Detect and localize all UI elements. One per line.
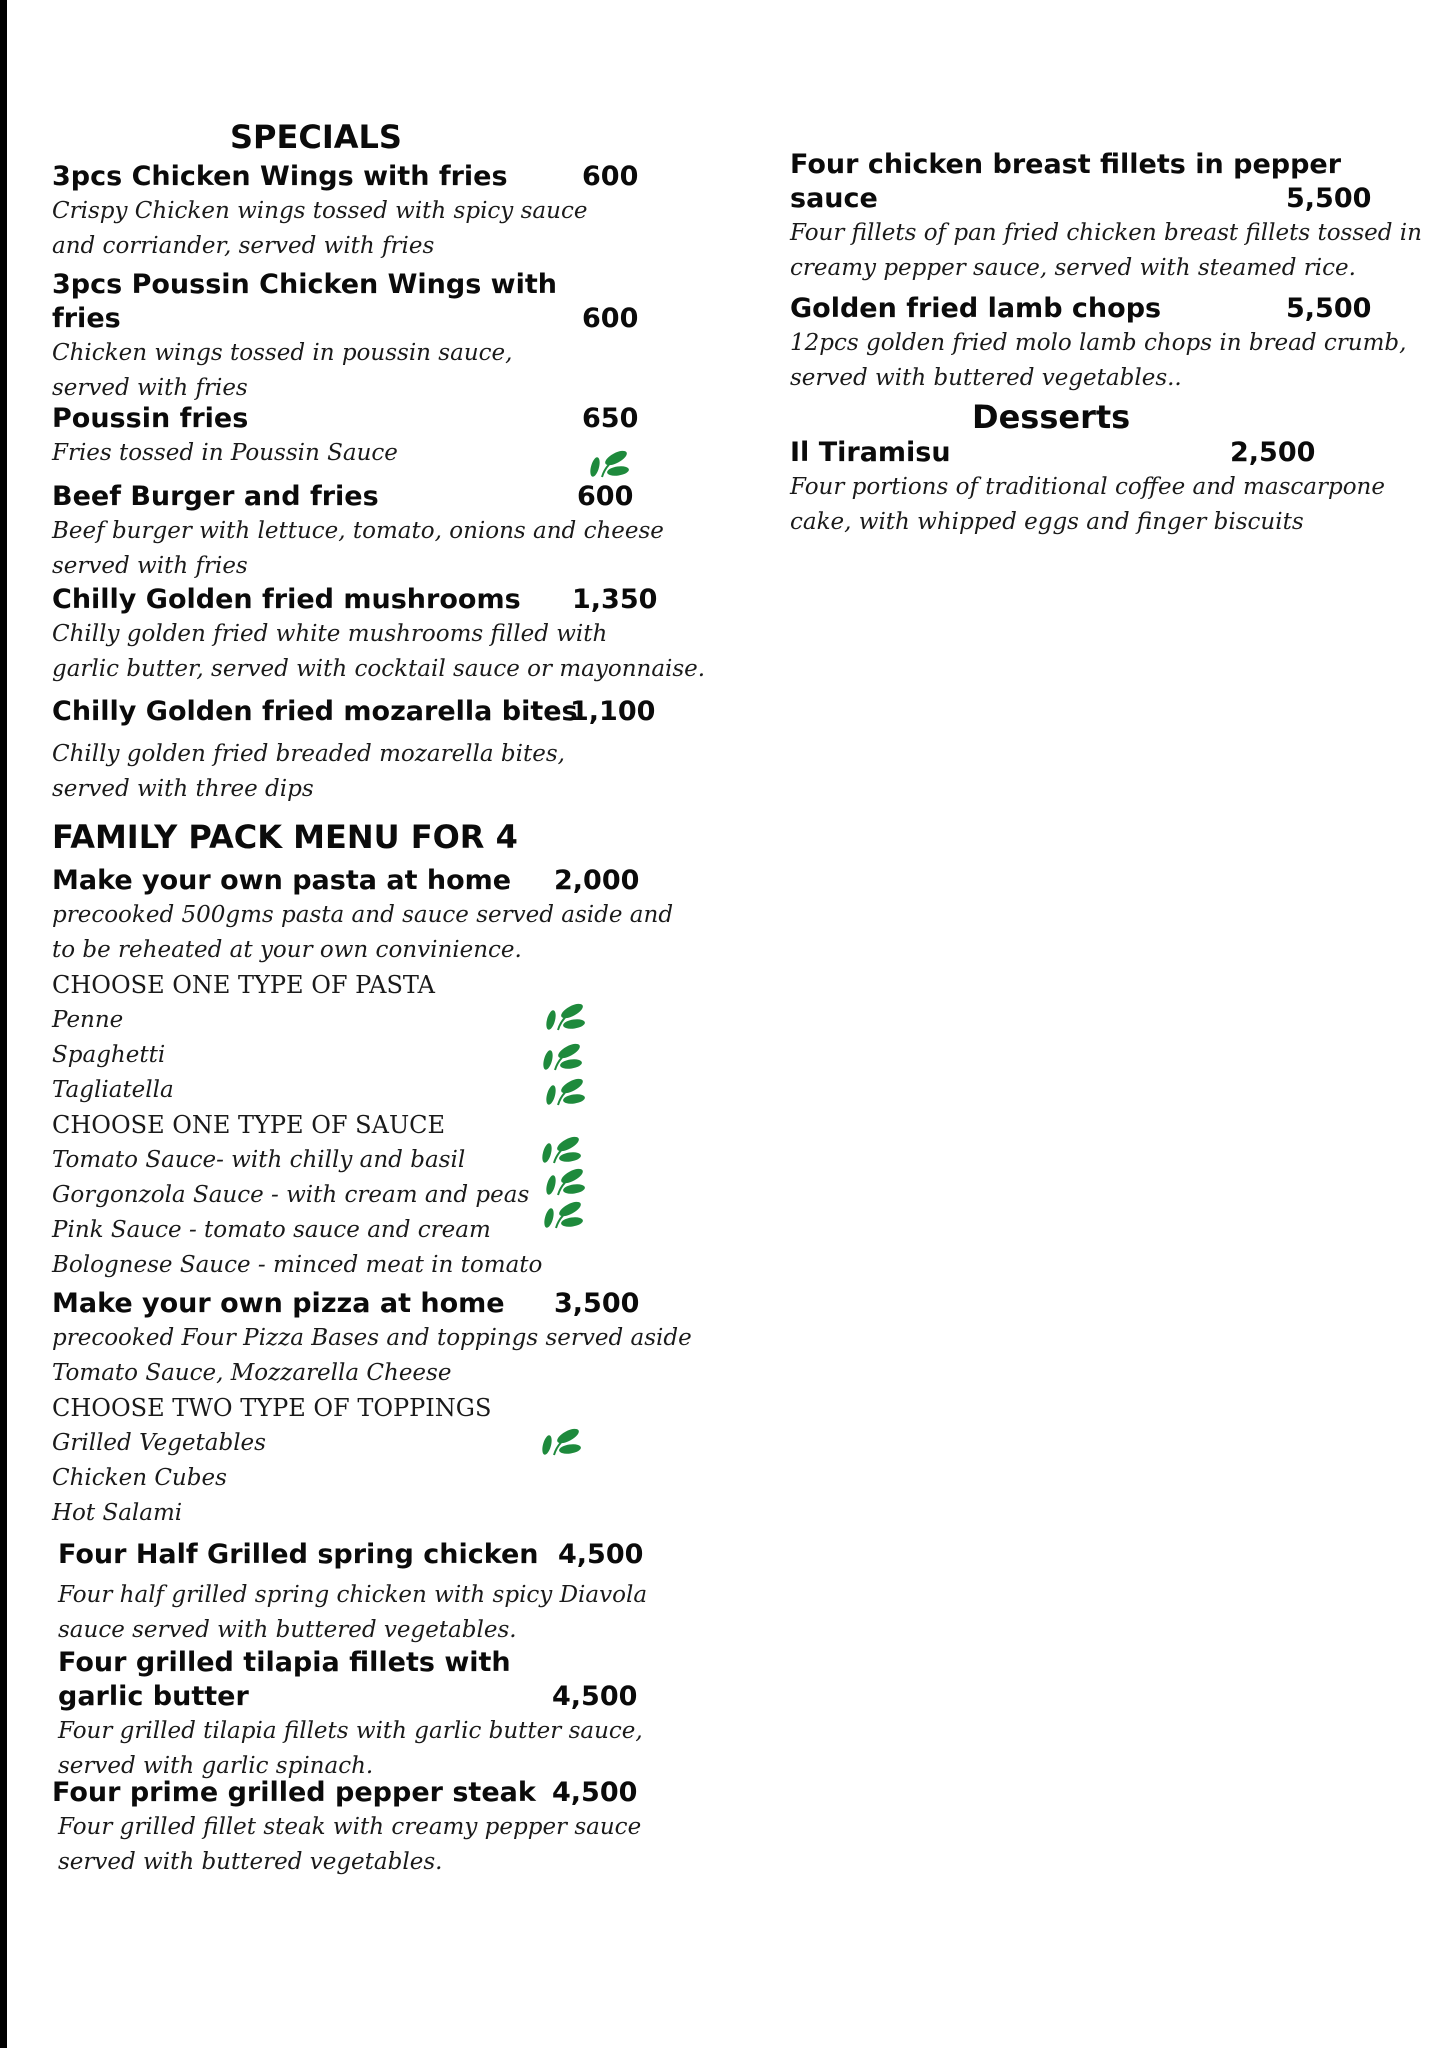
item-description: and corriander, served with fries	[52, 233, 435, 259]
menu-item	[790, 436, 1390, 540]
topping-option: Chicken Cubes	[52, 1465, 227, 1491]
item-name: Il Tiramisu	[790, 437, 951, 468]
menu-item	[58, 1538, 662, 1648]
item-description: served with buttered vegetables..	[790, 365, 1182, 391]
item-description: Chilly golden fried white mushrooms filled with	[52, 621, 608, 647]
item-description: served with fries	[52, 375, 248, 401]
item-price: 600	[577, 481, 634, 512]
item-description: Fries tossed in Poussin Sauce	[52, 440, 398, 466]
item-description: sauce served with buttered vegetables.	[58, 1617, 517, 1643]
item-description: Four fillets of pan fried chicken breast fillets tossed in	[790, 220, 1422, 246]
item-description: Beef burger with lettuce, tomato, onions and cheese	[52, 518, 664, 544]
item-name: 3pcs Poussin Chicken Wings with	[52, 269, 558, 300]
leaf-icon	[540, 1198, 592, 1234]
sauce-option: Tomato Sauce- with chilly and basil	[52, 1147, 466, 1173]
family-pack-title: FAMILY PACK MENU FOR 4	[52, 818, 518, 856]
topping-option: Grilled Vegetables	[52, 1430, 266, 1456]
menu-item	[52, 1776, 662, 1880]
item-description: served with buttered vegetables.	[58, 1849, 443, 1875]
specials-title: SPECIALS	[230, 118, 402, 156]
item-name: 3pcs Chicken Wings with fries	[52, 161, 508, 192]
item-name: Beef Burger and fries	[52, 481, 379, 512]
item-name: Make your own pizza at home	[52, 1288, 505, 1319]
page-left-border	[0, 0, 7, 2048]
item-name: garlic butter	[58, 1681, 249, 1712]
pasta-option: Penne	[52, 1007, 124, 1033]
menu-item	[52, 583, 706, 687]
item-name: Four chicken breast fillets in pepper	[790, 149, 1342, 180]
item-description: served with fries	[52, 553, 248, 579]
item-description: garlic butter, served with cocktail sauce or mayonnaise.	[52, 656, 706, 682]
item-price: 1,100	[570, 696, 656, 727]
choose-pasta-heading: CHOOSE ONE TYPE OF PASTA	[52, 971, 435, 999]
pasta-option: Tagliatella	[52, 1077, 174, 1103]
item-name: Golden fried lamb chops	[790, 293, 1162, 324]
item-price: 650	[582, 403, 639, 434]
choose-sauce-heading: CHOOSE ONE TYPE OF SAUCE	[52, 1111, 446, 1139]
item-description: precooked 500gms pasta and sauce served aside and	[52, 902, 674, 928]
item-description: precooked Four Pizza Bases and toppings served aside	[52, 1325, 692, 1351]
item-description: Four portions of traditional coffee and mascarpone	[790, 474, 1385, 500]
menu-item	[52, 160, 662, 264]
pasta-option: Spaghetti	[52, 1042, 166, 1068]
item-description: Crispy Chicken wings tossed with spicy sauce	[52, 198, 588, 224]
item-description: Four grilled tilapia fillets with garlic butter sauce,	[58, 1718, 643, 1744]
item-description: Four grilled fillet steak with creamy pepper sauce	[58, 1814, 642, 1840]
item-name: Poussin fries	[52, 403, 249, 434]
menu-item	[52, 480, 662, 584]
item-name: Four Half Grilled spring chicken	[58, 1539, 539, 1570]
item-description: cake, with whipped eggs and finger biscuits	[790, 509, 1304, 535]
choose-toppings-heading: CHOOSE TWO TYPE OF TOPPINGS	[52, 1394, 492, 1422]
leaf-icon	[538, 1425, 590, 1461]
menu-item	[52, 1287, 692, 1531]
leaf-icon	[538, 1133, 590, 1169]
item-description: Tomato Sauce, Mozzarella Cheese	[52, 1360, 452, 1386]
sauce-option: Bolognese Sauce - minced meat in tomato	[52, 1252, 543, 1278]
item-price: 600	[582, 161, 639, 192]
item-description: 12pcs golden fried molo lamb chops in bread crumb,	[790, 330, 1407, 356]
item-description: served with three dips	[52, 776, 314, 802]
item-description: Chicken wings tossed in poussin sauce,	[52, 340, 513, 366]
item-description: creamy pepper sauce, served with steamed rice.	[790, 255, 1356, 281]
item-price: 4,500	[558, 1539, 644, 1570]
leaf-icon	[542, 1075, 594, 1111]
item-price: 2,500	[1230, 437, 1316, 468]
item-name: Chilly Golden fried mushrooms	[52, 584, 521, 615]
item-price: 1,350	[572, 584, 658, 615]
item-price: 600	[582, 303, 639, 334]
menu-item	[52, 268, 662, 406]
item-name: Chilly Golden fried mozarella bites	[52, 696, 578, 727]
leaf-icon	[542, 1000, 594, 1036]
item-price: 4,500	[552, 1681, 638, 1712]
sauce-option: Pink Sauce - tomato sauce and cream	[52, 1217, 491, 1243]
sauce-option: Gorgonzola Sauce - with cream and peas	[52, 1182, 530, 1208]
menu-item	[790, 148, 1422, 286]
item-name: Four grilled tilapia fillets with	[58, 1647, 511, 1678]
desserts-title: Desserts	[972, 398, 1131, 436]
item-name: sauce	[790, 183, 878, 214]
item-name: Four prime grilled pepper steak	[52, 1777, 536, 1808]
item-name: fries	[52, 303, 121, 334]
item-description: served with garlic spinach.	[58, 1753, 374, 1779]
leaf-icon	[539, 1040, 591, 1076]
menu-item	[52, 695, 662, 807]
item-price: 4,500	[552, 1777, 638, 1808]
menu-item	[790, 292, 1407, 396]
item-name: Make your own pasta at home	[52, 865, 512, 896]
item-price: 5,500	[1286, 293, 1372, 324]
leaf-icon	[542, 1165, 594, 1201]
item-price: 5,500	[1286, 183, 1372, 214]
item-description: Chilly golden fried breaded mozarella bites,	[52, 741, 565, 767]
topping-option: Hot Salami	[52, 1500, 183, 1526]
menu-item	[58, 1646, 662, 1784]
leaf-icon	[586, 447, 638, 483]
item-description: to be reheated at your own convinience.	[52, 937, 522, 963]
item-description: Four half grilled spring chicken with spicy Diavola	[58, 1582, 648, 1608]
menu-item	[52, 402, 662, 471]
item-price: 2,000	[554, 865, 640, 896]
item-price: 3,500	[554, 1288, 640, 1319]
